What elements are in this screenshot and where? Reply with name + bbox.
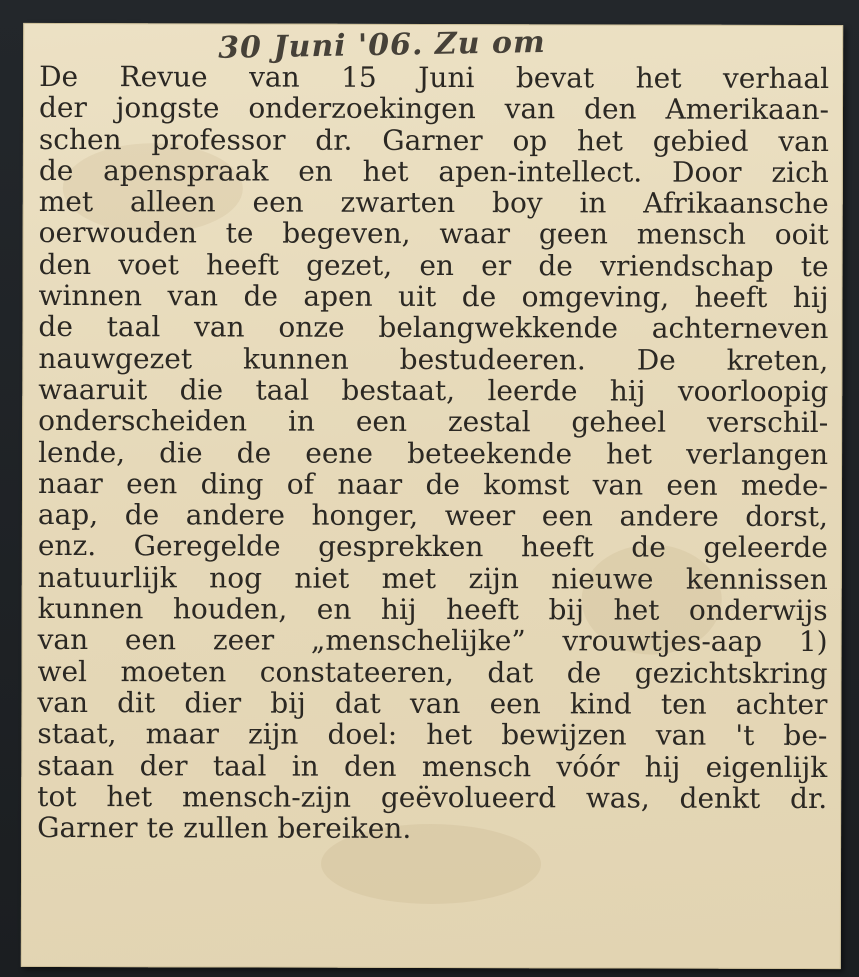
article-line: van een zeer „menschelijke” vrouwtjes-aap 1) (37, 623, 828, 659)
article-line: kunnen houden, en hij heeft bij het onderwijs (37, 592, 828, 628)
article-line: wel moeten constateeren, dat de gezichtskring (37, 654, 828, 690)
article-line: natuurlijk nog niet met zijn nieuwe kennissen (37, 560, 828, 596)
article-line: De Revue van 15 Juni bevat het verhaal (39, 59, 830, 96)
handwritten-date-note: 30 Juni '06. Zu om (217, 24, 547, 66)
article-line: waaruit die taal bestaat, leerde hij voorloopig (38, 372, 829, 409)
article-line: nauwgezet kunnen bestudeeren. De kreten, (38, 341, 829, 377)
article-line: oerwouden te begeven, waar geen mensch ooit (38, 216, 829, 252)
article-line: staan der taal in den mensch vóór hij eigenlijk (37, 748, 828, 784)
article-line: met alleen een zwarten boy in Afrikaansche (38, 185, 829, 221)
article-line: der jongste onderzoekingen van den Amerikaan- (38, 91, 830, 127)
article-line: Garner te zullen bereiken. (37, 811, 412, 846)
article-line: schen professor dr. Garner op het gebied van (38, 122, 829, 158)
article-line: onderscheiden in een zestal geheel verschil- (38, 404, 829, 440)
article-line: enz. Geregelde gesprekken heeft de geleerde (37, 529, 828, 565)
article-line: winnen van de apen uit de omgeving, heeft hij (38, 279, 829, 315)
article-line: naar een ding of naar de komst van een mede- (37, 466, 829, 502)
article-line: lende, die de eene beteekende het verlangen (38, 435, 829, 471)
article-line: de taal van onze belangwekkende achterneven (38, 310, 829, 346)
newspaper-clipping (21, 23, 843, 969)
article-line: aap, de andere honger, weer een andere dorst, (37, 498, 828, 534)
article-line: staat, maar zijn doel: het bewijzen van 't be- (37, 717, 828, 753)
article-line: tot het mensch-zijn geëvolueerd was, denkt dr. (37, 779, 828, 815)
article-text (37, 61, 829, 845)
article-line: de apenspraak en het apen-intellect. Door zich (38, 153, 829, 189)
article-line: den voet heeft gezet, en er de vriendschap te (38, 247, 829, 283)
article-line: van dit dier bij dat van een kind ten achter (37, 685, 828, 721)
